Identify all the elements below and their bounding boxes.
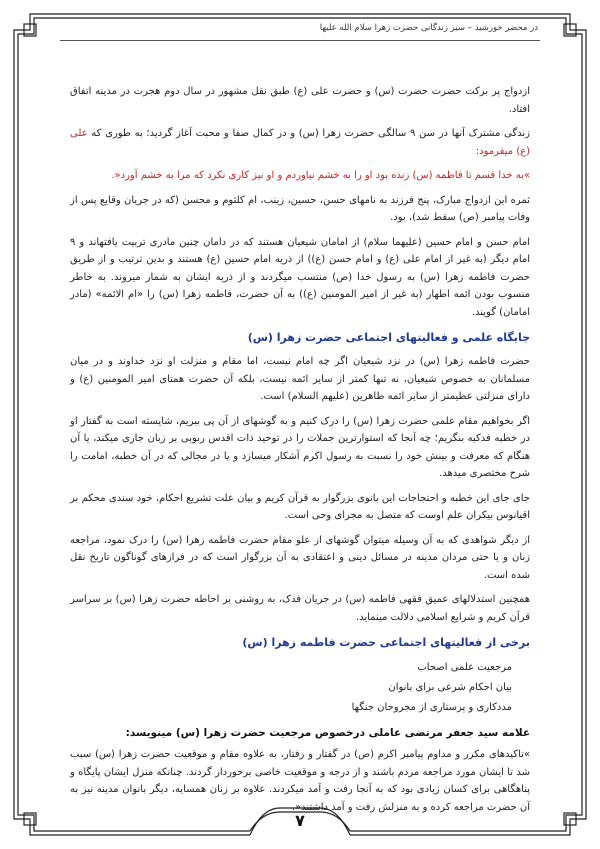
list-item: بیان احکام شرعی برای بانوان	[388, 682, 512, 693]
list-item: مددکاری و پرستاری از مجروحان جنگها	[351, 702, 512, 713]
running-header: در محضر خورشید – سیر زندگانی حضرت زهرا سلام الله علیها	[319, 23, 538, 33]
paragraph-evidence: از دیگر شواهدی که به آن وسیله میتوان گوشهای از علو مقام حضرت فاطمه زهرا (س) را درک نمود، مراجعه زنان و یا حتی مردان مدینه در مسائل دینی و اعتقادی به آن بزرگوار است که در فرازهای گوناگون تاریخ نقل شده است.	[70, 534, 530, 581]
paragraph-shared-life	[70, 125, 530, 160]
section-heading-scientific-status: جایگاه علمی و فعالیتهای اجتماعی حضرت زهرا (س)	[247, 331, 530, 344]
subheading-allameh-quote: علامه سید جعفر مرتضی عاملی درخصوص مرجعیت حضرت زهرا (س) مینویسد:	[125, 727, 530, 739]
paragraph-children: ثمره این ازدواج مبارک، پنج فرزند به نامهای حسن، حسین، زینب، ام کلثوم و محسن (که در جریان وقایع پس از وفات پیامبر (ص) سقط شد)، بود.	[70, 194, 530, 223]
activities-list	[70, 658, 530, 718]
paragraph-marriage: ازدواج پر برکت حضرت حضرت (س) و حضرت علی (ع) طبق نقل مشهور در سال دوم هجرت در مدینه اتفاق افتاد.	[70, 86, 530, 115]
ali-quote-intro: علی (ع) میفرمود:	[70, 128, 530, 157]
ali-quote: »به خدا قسم تا فاطمه (س) زنده بود او را به خشم نیاوردم و او نیز کاری نکرد که مرا به خشم آورد«.	[111, 170, 530, 181]
paragraph-fadakiyya-sermon: اگر بخواهیم مقام علمی حضرت زهرا (س) را درک کنیم و به گوشهای از آن پی ببریم، شایسته است به گفتار او در خطبه فدکیه بنگریم؛ چه آنجا که استوارترین جملات را در توحید ذات اقدس ربوبی بر زبان جاری میکند، یا آن هنگام که معرفت و بینش خود را نسبت به رسول اکرم آشکار میسازد و یا در مجالی که در آن خطبه، امامت را شرح مختصری میدهد.	[70, 415, 530, 479]
paragraph-fadak-arguments: همچنین استدلالهای عمیق فقهی فاطمه (س) در جریان فدک، به روشنی بر احاطه حضرت زهرا (س) بر سراسر قرآن کریم و شرایع اسلامی دلالت مینماید.	[70, 594, 530, 623]
paragraph-imams: امام حسن و امام حسین (علیهما سلام) از امامان شیعیان هستند که در دامان چنین مادری تربیت یافتهاند و ۹ امام دیگر (به غیر از امام علی (ع) و امام حسن (ع)) از ذریه امام حسین (ع) هستند و بدین ترتیب و از طریق حضرت فاطمه زهرا (س) به رسول خدا (ص) منتسب میگردند و از ذریه ایشان به شمار میروند. به خاطر منسوب بودن ائمه اطهار (به غیر از امیر المومنین (ع)) به آن حضرت، فاطمه زهرا (س) را «ام الائمه» (مادر امامان) گویند.	[70, 236, 530, 318]
paragraph-allameh-quote: »تاکیدهای مکرر و مداوم پیامبر اکرم (ص) در گفتار و رفتار، به علاوه مقام و موقعیت حضرت زهرا (س) سبب شد تا ایشان مورد مراجعه مردم باشند و از درجه و موقعیت خاصی برخوردار گردند. چنانکه منزل ایشان پایگاه و پناهگاهی برای کسان زیادی بود که به آنجا رفت و آمد میکردند. علاوه بر زنان همسایه، دیگر بانوان مدینه نیز به آن حضرت مراجعه کرده و به منزلش رفت و آمد داشتند«.	[70, 749, 530, 813]
paragraph-sermon-arguments: جای جای این خطبه و احتجاجات این بانوی بزرگوار به قرآن کریم و بیان علت تشریع احکام، خود سندی محکم بر اقیانوس بیکران علم اوست که متصل به مجرای وحی است.	[70, 492, 530, 521]
list-item: مرجعیت علمی اصحاب	[417, 662, 512, 673]
paragraph-shared-life-text: زندگی مشترک آنها در سن ۹ سالگی حضرت زهرا (س) و در کمال صفا و محبت آغاز گردید؛ به طوری که	[87, 128, 531, 139]
section-heading-social-activities: برخی از فعالیتهای اجتماعی حضرت فاطمه زهرا (س)	[242, 636, 530, 649]
page-number: ۷	[295, 811, 305, 830]
paragraph-status: حضرت فاطمه زهرا (س) در نزد شیعیان اگر چه امام نیست، اما مقام و منزلت او نزد خداوند و در میان مسلمانان به خصوص شیعیان، نه تنها کمتر از سایر ائمه نیست، بلکه آن حضرت همتای امیر المومنین (ع) و دارای منزلتی عظیمتر از سایر ائمه طاهرین (علیهم السلام) است.	[70, 356, 530, 402]
header-divider	[60, 40, 540, 41]
page-body	[70, 83, 531, 813]
